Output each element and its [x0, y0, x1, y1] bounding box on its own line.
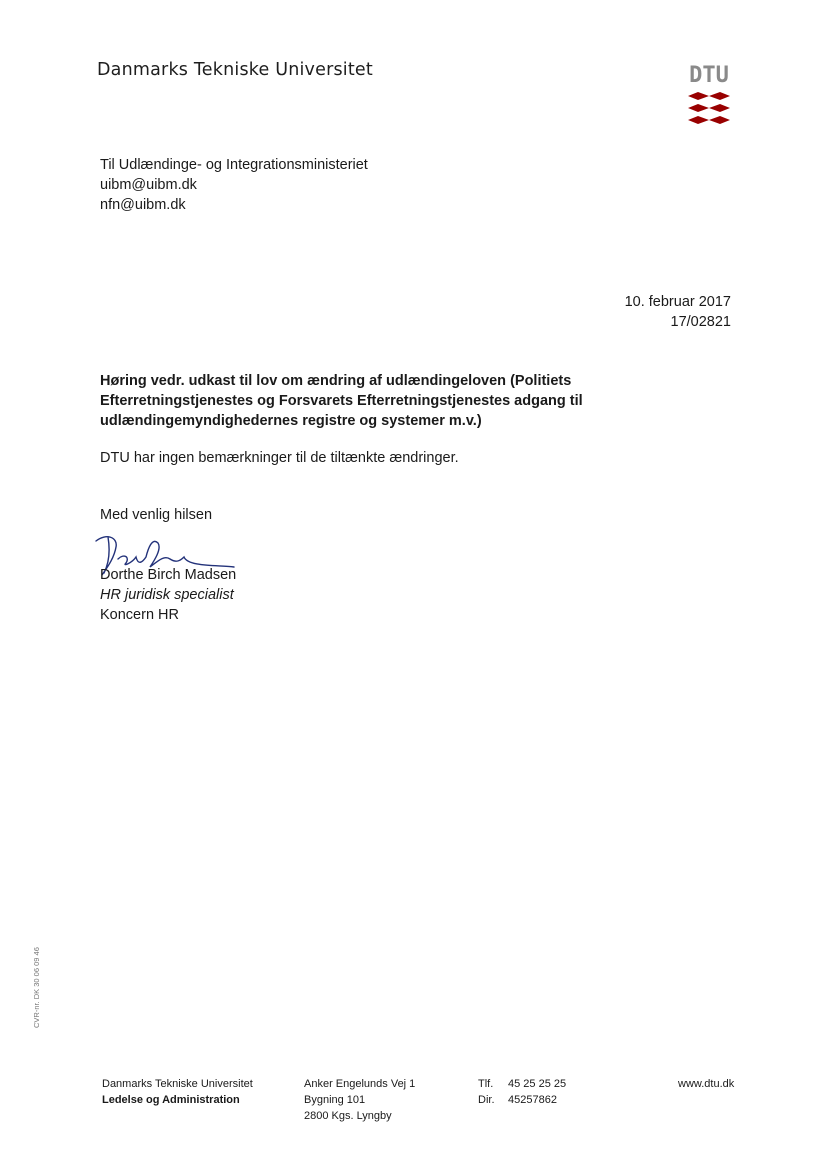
direct-number: 45257862: [508, 1094, 557, 1106]
phone-number: 45 25 25 25: [508, 1078, 567, 1090]
university-name: Danmarks Tekniske Universitet: [97, 60, 373, 80]
footer-phone: [478, 1076, 566, 1108]
signer-department: Koncern HR: [100, 607, 179, 623]
footer-website[interactable]: www.dtu.dk: [678, 1078, 735, 1090]
recipient-block: [100, 155, 368, 215]
closing-salutation: Med venlig hilsen: [100, 507, 213, 523]
recipient-email-1: uibm@uibm.dk: [100, 177, 197, 193]
body-paragraph: DTU har ingen bemærkninger til de tiltænkte ændringer.: [100, 450, 459, 466]
footer-org-unit: Ledelse og Administration: [102, 1094, 240, 1106]
cvr-number: CVR-nr. DK 30 06 09 46: [32, 947, 41, 1028]
recipient-email-2: nfn@uibm.dk: [100, 197, 186, 213]
footer-address: [304, 1076, 415, 1124]
footer-address-line-1: Anker Engelunds Vej 1: [304, 1078, 416, 1090]
date-block: [625, 292, 731, 332]
letter-date: 10. februar 2017: [624, 294, 731, 310]
footer-address-line-3: 2800 Kgs. Lyngby: [304, 1110, 392, 1122]
case-number: 17/02821: [670, 314, 731, 330]
phone-label: Tlf.: [478, 1078, 494, 1090]
footer-org-name: Danmarks Tekniske Universitet: [102, 1078, 253, 1090]
subject-heading: Høring vedr. udkast til lov om ændring af udlændingeloven (Politiets Efterretningstjenestes og Forsvarets Efterretningstjenestes adgang til udlændingemyndighedernes registre og systemer m.v.): [100, 373, 583, 429]
signer-name: Dorthe Birch Madsen: [100, 567, 237, 583]
signer-block: [100, 565, 236, 625]
direct-label: Dir.: [478, 1094, 495, 1106]
recipient-name: Til Udlændinge- og Integrationsministeriet: [100, 157, 368, 173]
dtu-logo: [684, 62, 734, 128]
dtu-logo-text: DTU: [689, 63, 729, 88]
signer-title: HR juridisk specialist: [100, 587, 234, 603]
footer-organization: [102, 1076, 253, 1108]
dtu-logo-mark: [688, 92, 730, 124]
footer-address-line-2: Bygning 101: [304, 1094, 366, 1106]
